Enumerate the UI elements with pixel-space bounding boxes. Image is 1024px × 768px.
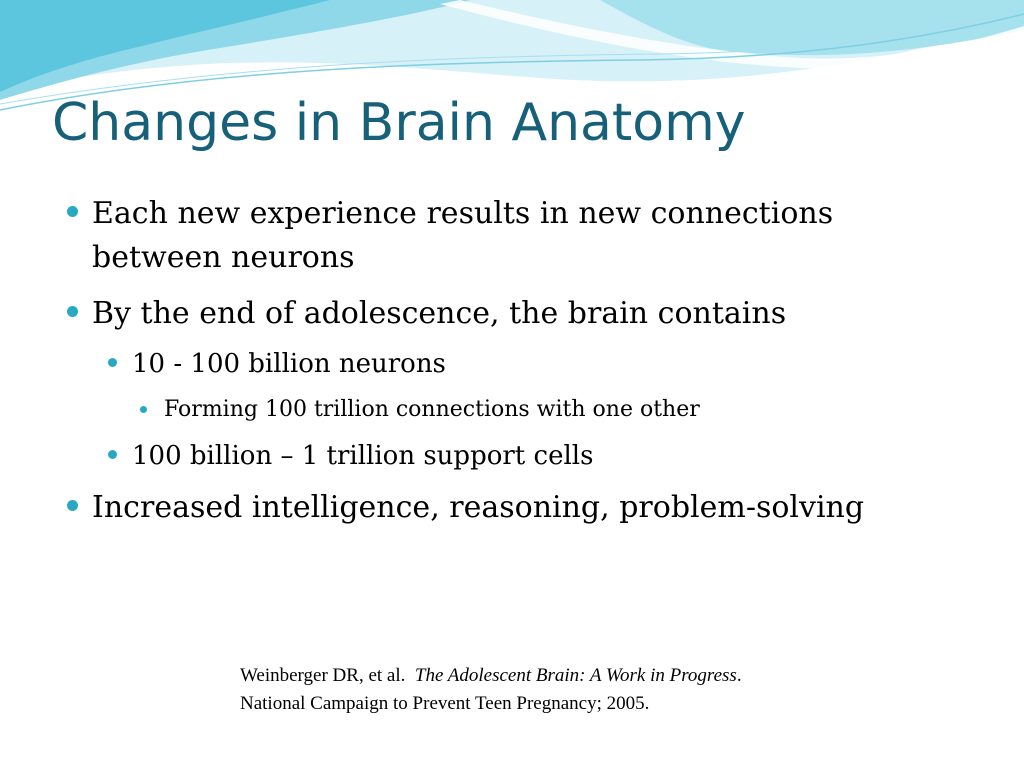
citation-work-title: The Adolescent Brain: A Work in Progress xyxy=(414,665,737,686)
bullet-item xyxy=(92,192,833,280)
citation-authors: Weinberger DR, et al. xyxy=(240,665,406,686)
bullet-text: Forming 100 trillion connections with one other xyxy=(164,397,700,422)
bullet-dot-icon xyxy=(67,306,78,317)
bullet-text-line: Each new experience results in new connections xyxy=(92,196,834,231)
bullet-text: Increased intelligence, reasoning, problem-solving xyxy=(92,490,865,525)
slide-title: Changes in Brain Anatomy xyxy=(52,93,746,153)
sub-sub-bullet-item xyxy=(164,392,700,428)
citation-line-1: Weinberger DR, et al. The Adolescent Brain: A Work in Progress. xyxy=(240,665,742,686)
bullet-dot-icon xyxy=(140,406,147,413)
bullet-text: 10 - 100 billion neurons xyxy=(132,349,446,379)
bullet-item xyxy=(92,486,864,530)
bullet-text: By the end of adolescence, the brain contains xyxy=(92,296,787,331)
bullet-dot-icon xyxy=(67,500,78,511)
bullet-dot-icon xyxy=(108,450,117,459)
sub-bullet-item xyxy=(132,436,593,476)
citation-line-2: National Campaign to Prevent Teen Pregnancy; 2005. xyxy=(240,693,650,714)
bullet-text: 100 billion – 1 trillion support cells xyxy=(132,441,594,471)
bullet-dot-icon xyxy=(108,358,117,367)
sub-bullet-item xyxy=(132,344,446,384)
bullet-item xyxy=(92,292,786,336)
bullet-dot-icon xyxy=(67,206,78,217)
citation xyxy=(240,662,742,718)
bullet-text-line: between neurons xyxy=(92,240,355,275)
